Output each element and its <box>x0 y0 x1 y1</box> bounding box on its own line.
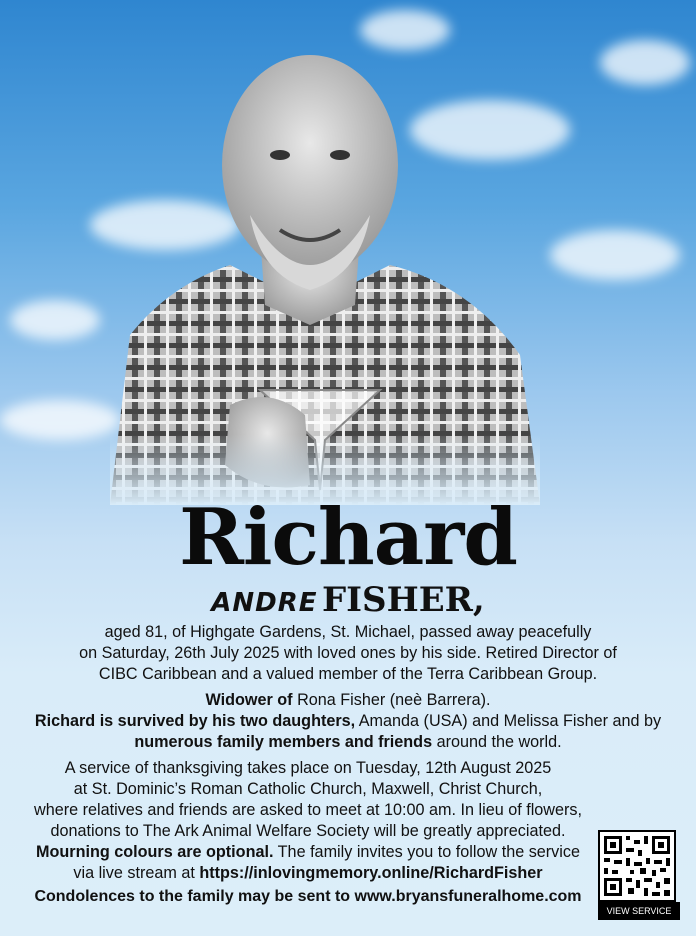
widower-text: Rona Fisher (neè Barrera). <box>292 691 491 709</box>
portrait-photo <box>110 35 540 505</box>
summary-line: aged 81, of Highgate Gardens, St. Michael, passed away peacefully <box>104 623 592 641</box>
cloud <box>600 40 690 85</box>
family-text: around the world. <box>432 733 562 751</box>
widower-label: Widower of <box>205 691 293 709</box>
qr-code-block[interactable] <box>598 830 680 920</box>
condolences-line: Condolences to the family may be sent to www.bryansfuneralhome.com <box>34 888 582 905</box>
full-name-rest <box>0 580 696 620</box>
service-line: A service of thanksgiving takes place on Tuesday, 12th August 2025 <box>64 759 552 777</box>
cloud <box>10 300 100 340</box>
first-name: Richard <box>179 492 517 583</box>
qr-label[interactable]: VIEW SERVICE <box>598 902 680 920</box>
survived-text: Amanda (USA) and Melissa Fisher and by <box>355 712 662 730</box>
stream-link[interactable]: https://inlovingmemory.online/RichardFisher <box>199 864 543 882</box>
last-name: FISHER, <box>321 580 485 620</box>
service-line: donations to The Ark Animal Welfare Society will be greatly appreciated. <box>50 822 566 840</box>
summary-line: on Saturday, 26th July 2025 with loved ones by his side. Retired Director of <box>79 644 617 662</box>
mourning-label: Mourning colours are optional. <box>36 843 274 861</box>
stream-prefix: via live stream at <box>73 864 200 882</box>
qr-code-graphic <box>600 832 674 900</box>
cloud <box>0 400 120 440</box>
service-line: where relatives and friends are asked to meet at 10:00 am. In lieu of flowers, <box>34 801 582 819</box>
obituary-summary <box>20 622 676 685</box>
summary-line: CIBC Caribbean and a valued member of the Terra Caribbean Group. <box>98 665 598 683</box>
service-paragraph <box>20 758 596 884</box>
survived-label: Richard is survived by his two daughters, <box>34 712 356 730</box>
cloud <box>550 230 680 280</box>
family-paragraph <box>20 690 676 753</box>
middle-name: ANDRE <box>211 588 318 618</box>
mourning-text: The family invites you to follow the service <box>273 843 580 861</box>
family-label: numerous family members and friends <box>134 733 433 751</box>
service-line: at St. Dominic’s Roman Catholic Church, Maxwell, Christ Church, <box>73 780 543 798</box>
qr-code-icon[interactable] <box>598 830 676 902</box>
